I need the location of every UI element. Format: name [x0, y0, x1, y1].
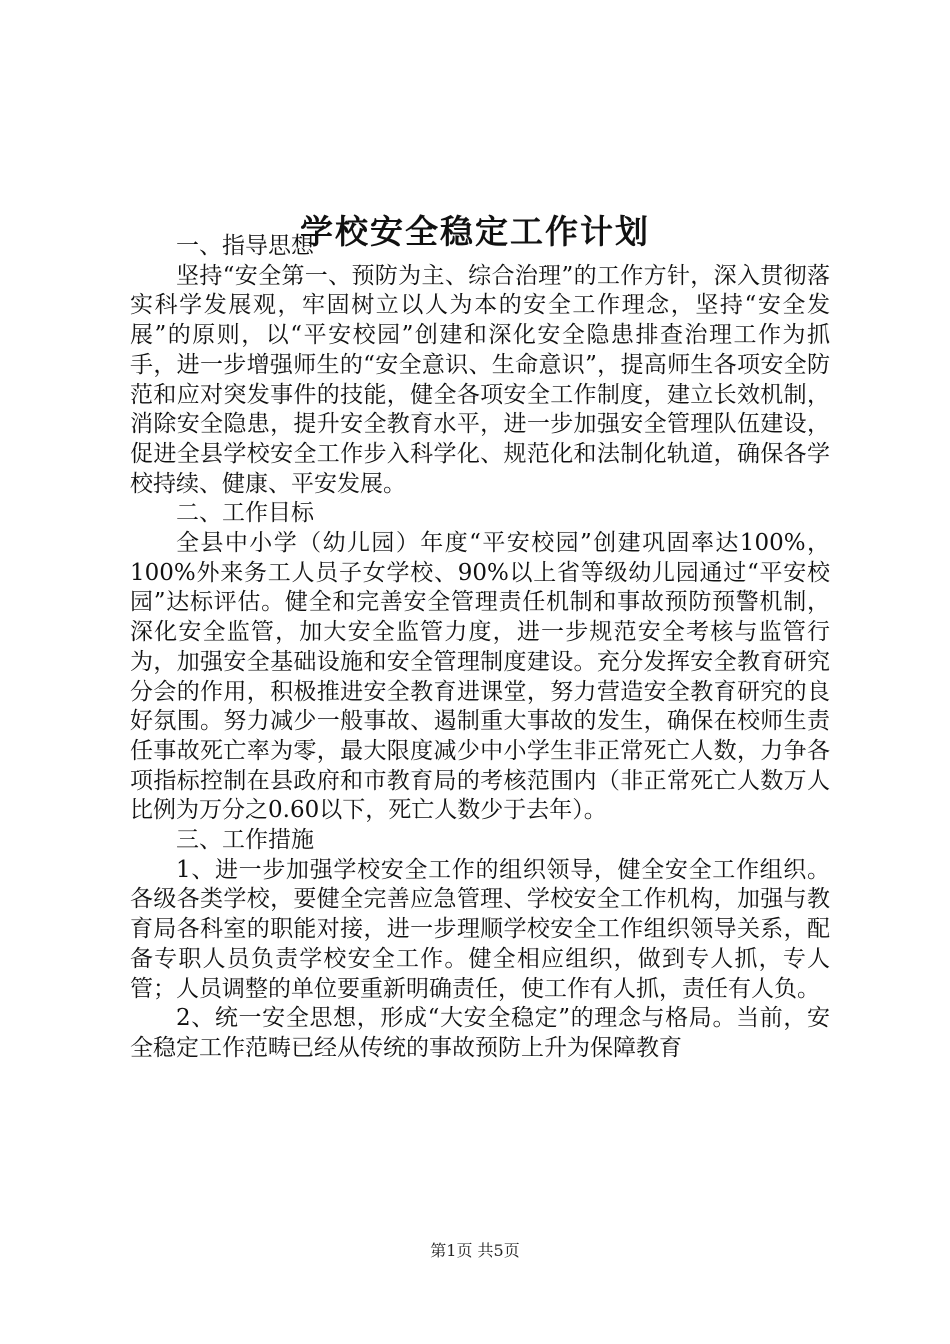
section-heading-guiding-ideology: 一、指导思想: [176, 233, 314, 259]
paragraph-measure-2: 2、统一安全思想，形成“大安全稳定”的理念与格局。当前，安全稳定工作范畴已经从传统的事故预防上升为保障教育: [130, 1005, 830, 1061]
paragraph-work-goals: 全县中小学（幼儿园）年度“平安校园”创建巩固率达100%，100%外来务工人员子女学校、90%以上省等级幼儿园通过“平安校园”达标评估。健全和完善安全管理责任机制和事故预防预警机制，深化安全监管，加大安全监管力度，进一步规范安全考核与监管行为，加强安全基础设施和安全管理制度建设。充分发挥安全教育研究分会的作用，积极推进安全教育进课堂，努力营造安全教育研究的良好氛围。努力减少一般事故、遏制重大事故的发生，确保在校师生责任事故死亡率为零，最大限度减少中小学生非正常死亡人数，力争各项指标控制在县政府和市教育局的考核范围内（非正常死亡人数万人比例为万分之0.60以下，死亡人数少于去年）。: [130, 530, 830, 824]
document-body: [130, 232, 830, 1064]
paragraph-measure-1: 1、进一步加强学校安全工作的组织领导，健全安全工作组织。各级各类学校，要健全完善应急管理、学校安全工作机构，加强与教育局各科室的职能对接，进一步理顺学校安全工作组织领导关系，配备专职人员负责学校安全工作。健全相应组织，做到专人抓，专人管；人员调整的单位要重新明确责任，使工作有人抓，责任有人负。: [130, 856, 830, 1002]
section-heading-work-goals: 二、工作目标: [176, 500, 314, 527]
document-title: 学校安全稳定工作计划: [300, 212, 650, 252]
page-footer: 第1页 共5页: [430, 1241, 520, 1260]
paragraph-guiding-ideology: 坚持“安全第一、预防为主、综合治理”的工作方针，深入贯彻落实科学发展观，牢固树立以人为本的安全工作理念，坚持“安全发展”的原则，以“平安校园”创建和深化安全隐患排查治理工作为抓手，进一步增强师生的“安全意识、生命意识”，提高师生各项安全防范和应对突发事件的技能，健全各项安全工作制度，建立长效机制，消除安全隐患，提升安全教育水平，进一步加强安全管理队伍建设，促进全县学校安全工作步入科学化、规范化和法制化轨道，确保各学校持续、健康、平安发展。: [130, 262, 830, 497]
section-heading-work-measures: 三、工作措施: [176, 827, 314, 854]
